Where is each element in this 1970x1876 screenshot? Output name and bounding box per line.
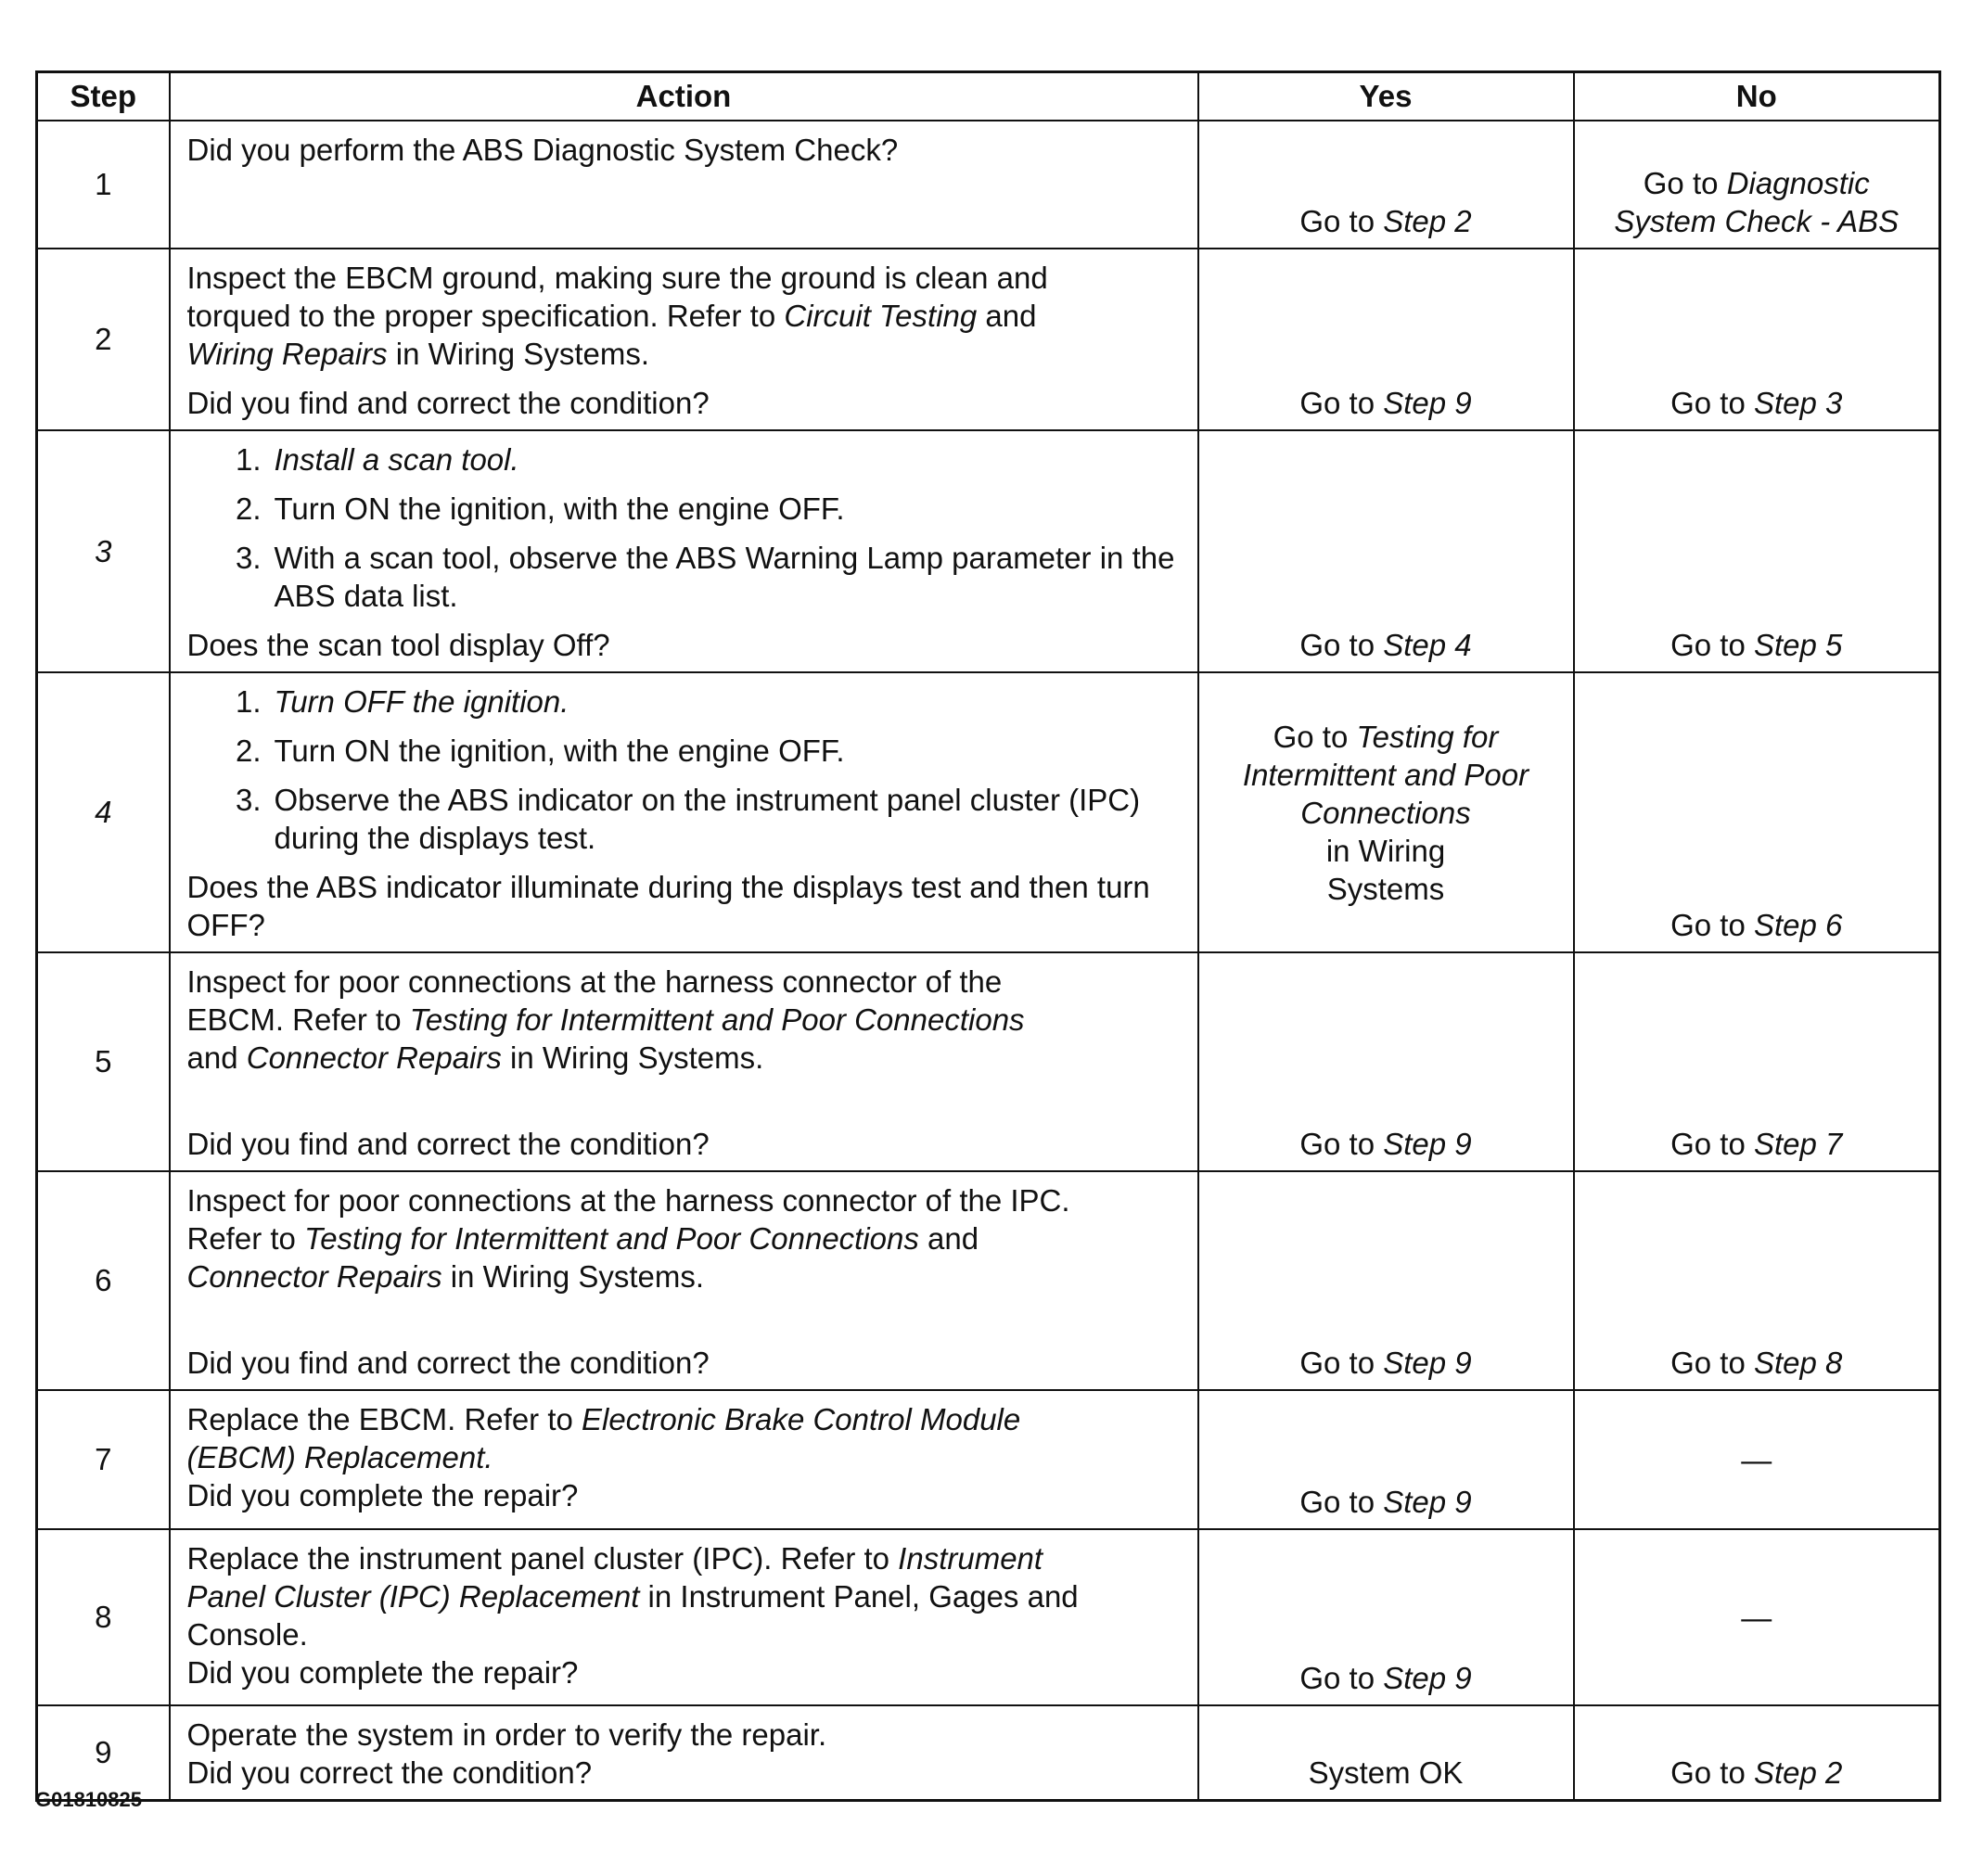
action-ref: Instrument bbox=[898, 1541, 1043, 1576]
yes-step-ref: Step 4 bbox=[1383, 628, 1472, 662]
procedure-list bbox=[187, 440, 1179, 615]
yes-prefix: Go to bbox=[1299, 204, 1384, 238]
action-question: Does the ABS indicator illuminate during the displays test and then turn OFF? bbox=[186, 870, 1150, 942]
action-text: in Wiring Systems. bbox=[441, 1259, 705, 1294]
action-text: and bbox=[977, 299, 1037, 333]
yes-prefix: Go to bbox=[1273, 719, 1357, 754]
yes-cell bbox=[1198, 672, 1574, 952]
no-prefix: Go to bbox=[1670, 1127, 1754, 1161]
procedure-list bbox=[187, 683, 1179, 857]
no-step-ref: Step 5 bbox=[1753, 628, 1843, 662]
no-cell bbox=[1574, 1529, 1940, 1705]
action-text: torqued to the proper specification. Refer to bbox=[186, 299, 785, 333]
action-text: Operate the system in order to verify the repair. bbox=[186, 1717, 827, 1752]
header-yes: Yes bbox=[1198, 72, 1574, 121]
action-question: Did you perform the ABS Diagnostic System Check? bbox=[186, 133, 899, 167]
yes-prefix: Go to bbox=[1299, 386, 1384, 420]
table-row-step-7 bbox=[37, 1390, 1940, 1529]
action-ref: Connector Repairs bbox=[246, 1040, 502, 1075]
yes-prefix: Go to bbox=[1299, 1127, 1384, 1161]
action-text: Replace the EBCM. Refer to bbox=[186, 1402, 582, 1436]
action-text: and bbox=[918, 1221, 979, 1256]
action-cell bbox=[170, 121, 1198, 249]
yes-cell bbox=[1198, 952, 1574, 1171]
list-text: Turn ON the ignition, with the engine OFF. bbox=[274, 491, 845, 526]
action-text: in Wiring Systems. bbox=[501, 1040, 764, 1075]
table-row-step-4 bbox=[37, 672, 1940, 952]
action-ref: Electronic Brake Control Module bbox=[582, 1402, 1021, 1436]
list-text: Observe the ABS indicator on the instrument panel cluster (IPC) during the displays test. bbox=[274, 783, 1141, 855]
no-cell bbox=[1574, 430, 1940, 672]
yes-step-ref: Step 9 bbox=[1383, 1346, 1472, 1380]
yes-suffix: in Wiring bbox=[1325, 833, 1446, 868]
step-number: 7 bbox=[37, 1390, 170, 1529]
list-number: 1. bbox=[235, 684, 262, 719]
no-prefix: Go to bbox=[1670, 628, 1754, 662]
yes-step-ref: Step 9 bbox=[1383, 1661, 1472, 1695]
yes-step-ref: Step 2 bbox=[1383, 204, 1472, 238]
no-cell bbox=[1574, 952, 1940, 1171]
table-row-step-1 bbox=[37, 121, 1940, 249]
table-row-step-2 bbox=[37, 249, 1940, 430]
action-question: Did you find and correct the condition? bbox=[186, 386, 710, 420]
no-prefix: Go to bbox=[1670, 1755, 1754, 1790]
header-action: Action bbox=[170, 72, 1198, 121]
no-cell bbox=[1574, 121, 1940, 249]
step-number: 8 bbox=[37, 1529, 170, 1705]
list-item bbox=[187, 732, 1179, 770]
header-no: No bbox=[1574, 72, 1940, 121]
action-ref: Testing for Intermittent and Poor Connections bbox=[409, 1002, 1025, 1037]
no-step-ref: Step 6 bbox=[1753, 908, 1843, 942]
yes-prefix: Go to bbox=[1299, 1346, 1384, 1380]
action-ref: Panel Cluster (IPC) Replacement bbox=[186, 1579, 640, 1614]
action-question: Does the scan tool display Off? bbox=[186, 628, 610, 662]
no-prefix: Go to bbox=[1643, 166, 1727, 200]
action-question: Did you correct the condition? bbox=[186, 1755, 593, 1790]
no-cell bbox=[1574, 1390, 1940, 1529]
yes-step-ref: Step 9 bbox=[1383, 1485, 1472, 1519]
list-item bbox=[187, 440, 1179, 479]
no-prefix: Go to bbox=[1670, 1346, 1754, 1380]
step-number: 1 bbox=[37, 121, 170, 249]
list-number: 2. bbox=[235, 491, 262, 526]
no-dash: — bbox=[1741, 1442, 1772, 1477]
list-text: Install a scan tool. bbox=[274, 442, 519, 477]
no-ref: Diagnostic bbox=[1726, 166, 1870, 200]
action-question: Did you find and correct the condition? bbox=[186, 1127, 710, 1161]
yes-result: System OK bbox=[1308, 1755, 1464, 1790]
action-cell bbox=[170, 249, 1198, 430]
list-text: With a scan tool, observe the ABS Warning Lamp parameter in the ABS data list. bbox=[274, 541, 1175, 613]
table-row-step-8 bbox=[37, 1529, 1940, 1705]
action-text: and bbox=[186, 1040, 247, 1075]
no-step-ref: Step 2 bbox=[1753, 1755, 1843, 1790]
list-number: 3. bbox=[235, 783, 262, 817]
action-cell bbox=[170, 1705, 1198, 1801]
action-text: Inspect for poor connections at the harness connector of the IPC. bbox=[186, 1183, 1070, 1218]
list-item bbox=[187, 490, 1179, 528]
action-text: EBCM. Refer to bbox=[186, 1002, 410, 1037]
no-cell bbox=[1574, 672, 1940, 952]
action-text: in Wiring Systems. bbox=[387, 337, 649, 371]
no-dash: — bbox=[1741, 1600, 1772, 1635]
action-ref: Testing for Intermittent and Poor Connections bbox=[304, 1221, 919, 1256]
action-cell bbox=[170, 1171, 1198, 1390]
yes-prefix: Go to bbox=[1299, 628, 1384, 662]
yes-cell bbox=[1198, 1390, 1574, 1529]
action-cell bbox=[170, 672, 1198, 952]
figure-id: G01810825 bbox=[35, 1788, 142, 1811]
action-ref: Connector Repairs bbox=[186, 1259, 442, 1294]
yes-ref-cont: Connections bbox=[1300, 795, 1471, 830]
action-cell bbox=[170, 430, 1198, 672]
list-number: 3. bbox=[235, 541, 262, 575]
yes-cell bbox=[1198, 121, 1574, 249]
yes-step-ref: Step 9 bbox=[1383, 1127, 1472, 1161]
no-cell bbox=[1574, 1171, 1940, 1390]
step-number: 5 bbox=[37, 952, 170, 1171]
no-step-ref: Step 7 bbox=[1753, 1127, 1843, 1161]
action-text: Inspect the EBCM ground, making sure the ground is clean and bbox=[186, 261, 1048, 295]
list-number: 2. bbox=[235, 734, 262, 768]
action-ref: Wiring Repairs bbox=[186, 337, 388, 371]
no-prefix: Go to bbox=[1670, 386, 1754, 420]
list-text: Turn OFF the ignition. bbox=[274, 684, 569, 719]
action-text: in Instrument Panel, Gages and bbox=[639, 1579, 1079, 1614]
yes-prefix: Go to bbox=[1299, 1661, 1384, 1695]
action-ref: Circuit Testing bbox=[784, 299, 978, 333]
action-text: Inspect for poor connections at the harness connector of the bbox=[186, 964, 1003, 999]
diagnostic-table bbox=[35, 70, 1941, 1802]
action-cell bbox=[170, 1390, 1198, 1529]
step-number: 4 bbox=[37, 672, 170, 952]
action-text: Refer to bbox=[186, 1221, 305, 1256]
no-prefix: Go to bbox=[1670, 908, 1754, 942]
step-number: 2 bbox=[37, 249, 170, 430]
action-question: Did you find and correct the condition? bbox=[186, 1346, 710, 1380]
step-number: 9 bbox=[37, 1705, 170, 1801]
list-number: 1. bbox=[235, 442, 262, 477]
list-item bbox=[187, 781, 1179, 857]
action-cell bbox=[170, 1529, 1198, 1705]
table-row-step-9 bbox=[37, 1705, 1940, 1801]
table-row-step-3 bbox=[37, 430, 1940, 672]
yes-cell bbox=[1198, 1705, 1574, 1801]
action-text: Replace the instrument panel cluster (IPC). Refer to bbox=[186, 1541, 899, 1576]
table-row-step-5 bbox=[37, 952, 1940, 1171]
action-text: Console. bbox=[186, 1617, 308, 1652]
yes-prefix: Go to bbox=[1299, 1485, 1384, 1519]
step-number: 3 bbox=[37, 430, 170, 672]
yes-cell bbox=[1198, 1171, 1574, 1390]
yes-cell bbox=[1198, 1529, 1574, 1705]
header-row bbox=[37, 72, 1940, 121]
no-cell bbox=[1574, 1705, 1940, 1801]
yes-ref-cont: Intermittent and Poor bbox=[1242, 757, 1529, 792]
no-step-ref: Step 8 bbox=[1753, 1346, 1843, 1380]
yes-suffix: Systems bbox=[1326, 871, 1445, 906]
yes-step-ref: Step 9 bbox=[1383, 386, 1472, 420]
no-cell bbox=[1574, 249, 1940, 430]
action-question: Did you complete the repair? bbox=[186, 1655, 579, 1690]
yes-ref: Testing for bbox=[1356, 719, 1499, 754]
list-text: Turn ON the ignition, with the engine OFF. bbox=[274, 734, 845, 768]
action-question: Did you complete the repair? bbox=[186, 1478, 579, 1512]
list-item bbox=[187, 539, 1179, 615]
header-step: Step bbox=[37, 72, 170, 121]
yes-cell bbox=[1198, 249, 1574, 430]
yes-cell bbox=[1198, 430, 1574, 672]
list-item bbox=[187, 683, 1179, 721]
table-row-step-6 bbox=[37, 1171, 1940, 1390]
no-ref-cont: System Check - ABS bbox=[1614, 204, 1900, 238]
step-number: 6 bbox=[37, 1171, 170, 1390]
action-ref: (EBCM) Replacement. bbox=[186, 1440, 493, 1474]
no-step-ref: Step 3 bbox=[1753, 386, 1843, 420]
action-cell bbox=[170, 952, 1198, 1171]
